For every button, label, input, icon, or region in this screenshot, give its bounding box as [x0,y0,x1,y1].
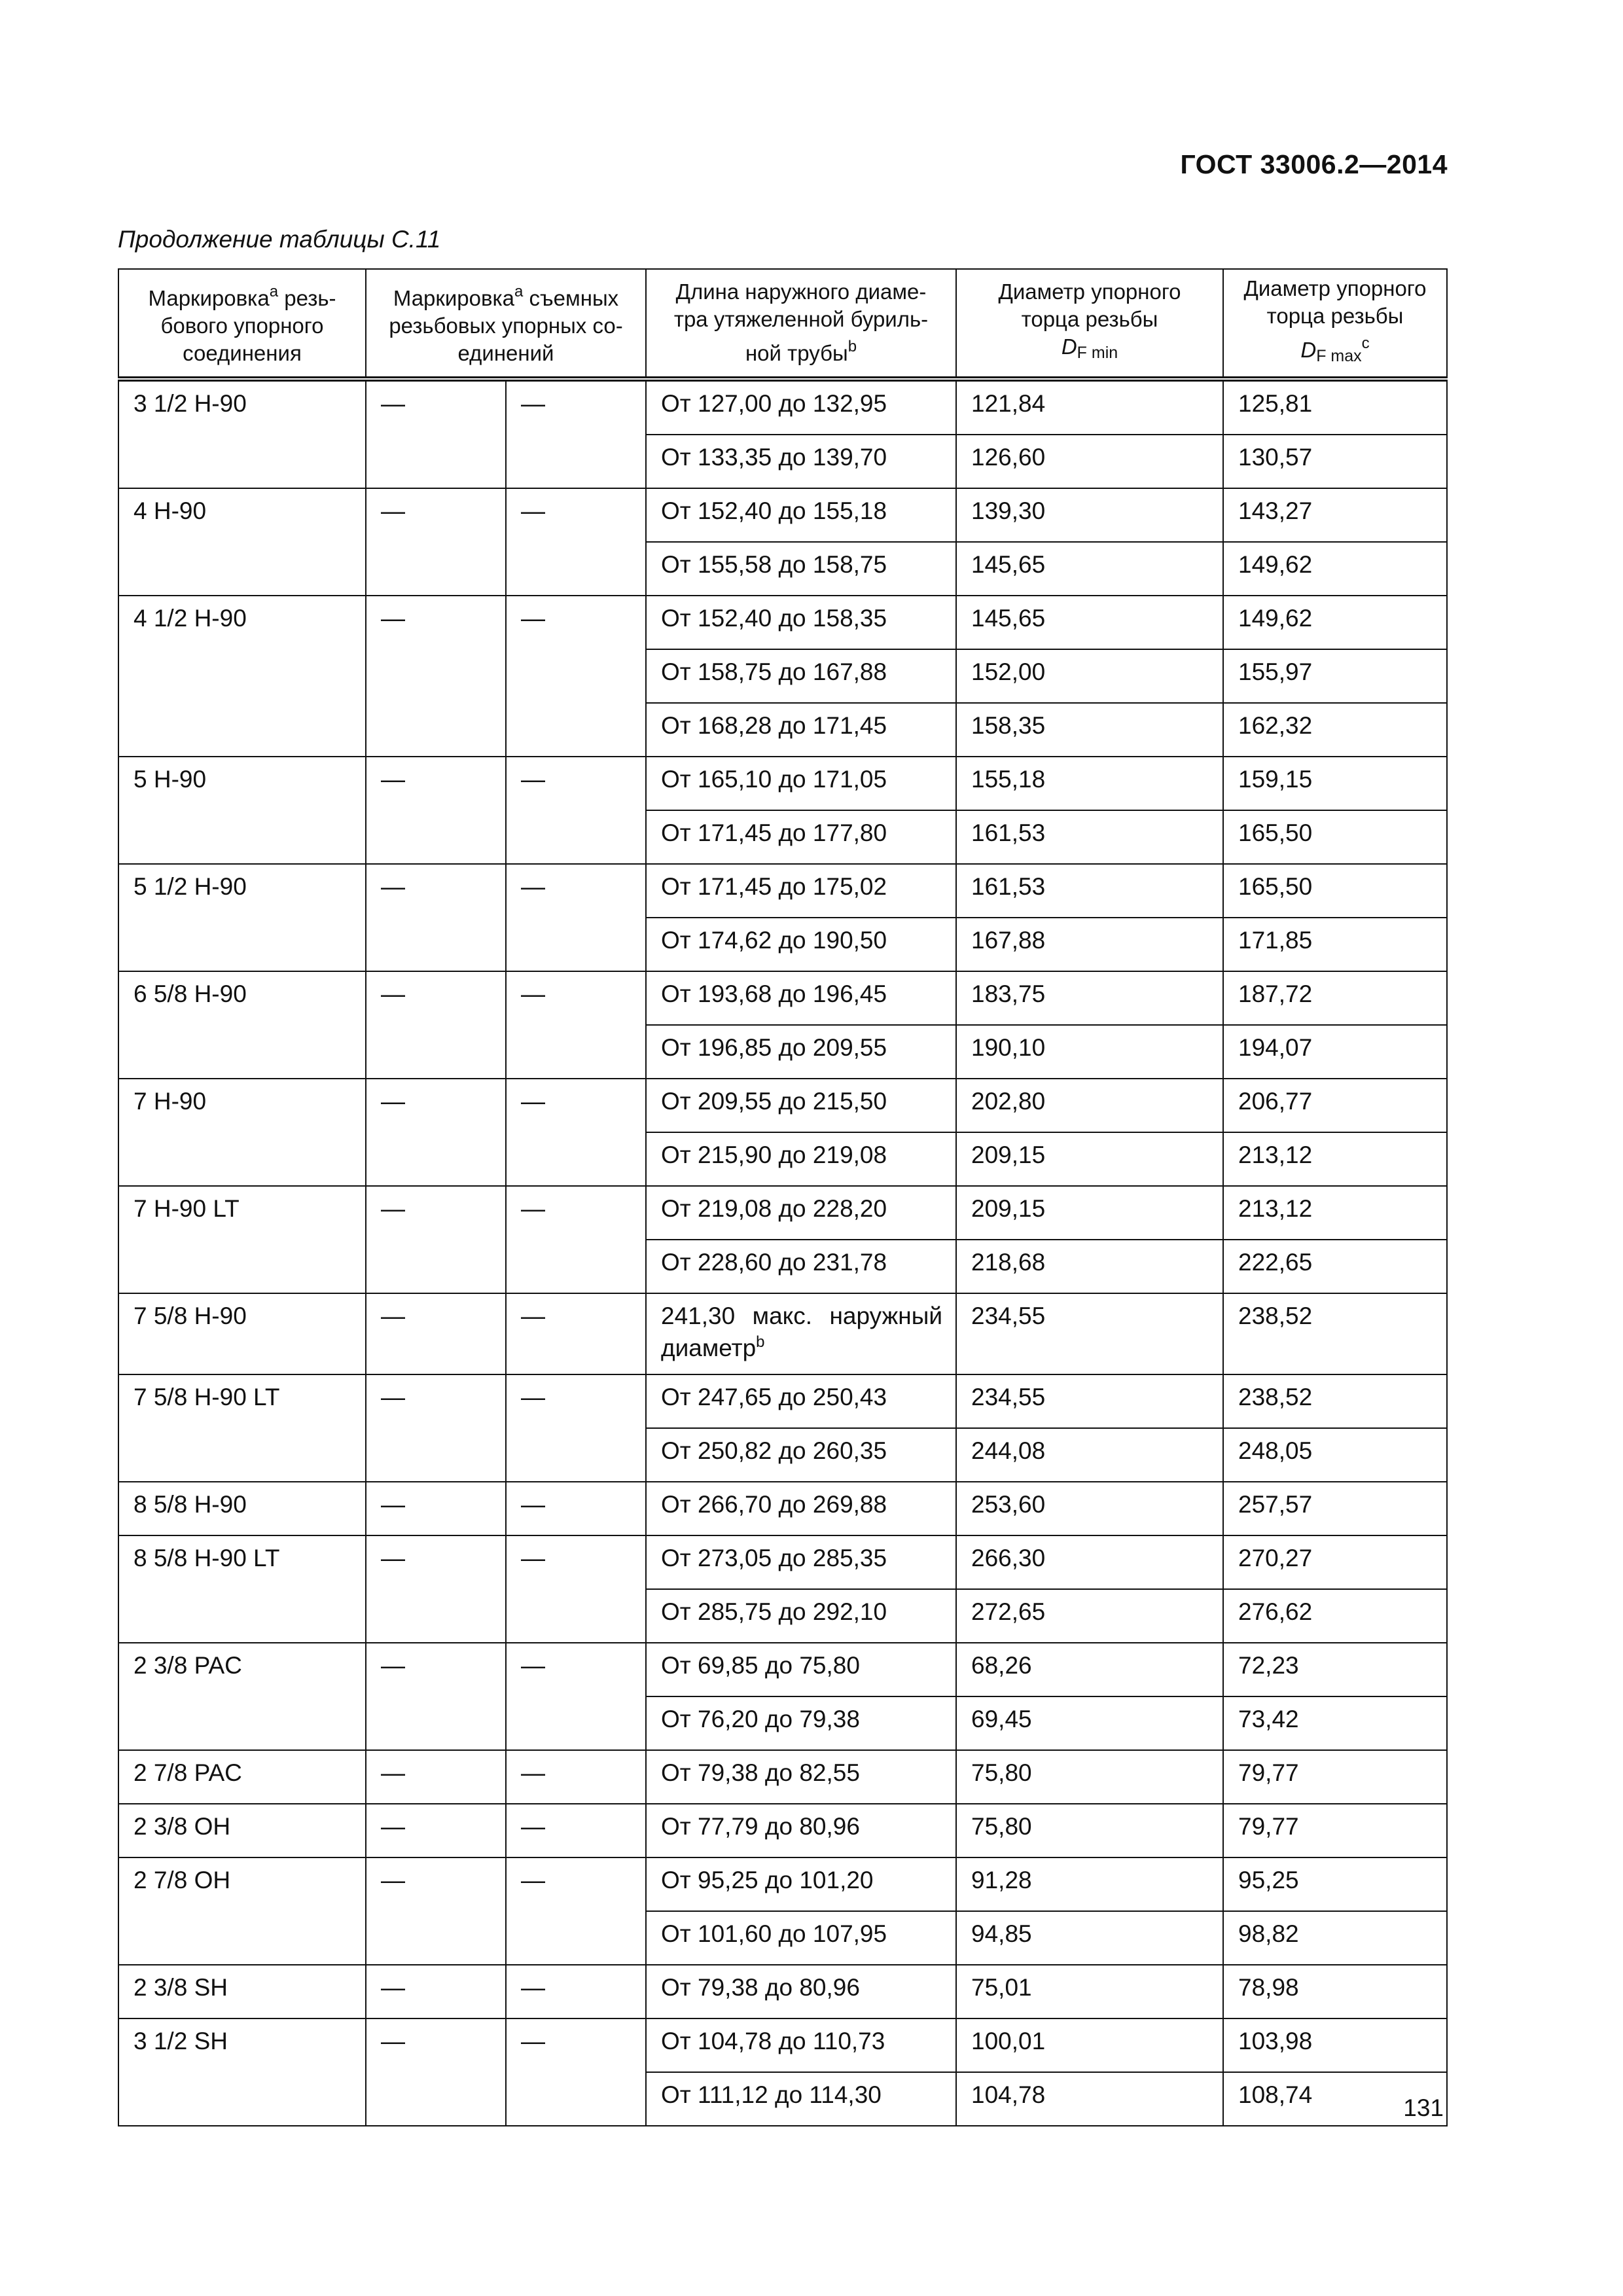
cell-df-max: 222,65 [1223,1240,1447,1293]
cell-removable-mark-1: — [366,864,506,971]
cell-removable-mark-2: — [506,864,646,971]
cell-df-min: 167,88 [956,918,1223,971]
col-header-length: Длина наружного диаме- тра утяжеленной буриль- ной трубы$^b$ [646,269,956,379]
cell-thread-mark: 7 H-90 [118,1079,366,1186]
cell-length: От 133,35 до 139,70 [646,435,956,488]
cell-df-min: 158,35 [956,703,1223,757]
cell-df-min: 266,30 [956,1535,1223,1589]
cell-df-max: 79,77 [1223,1750,1447,1804]
cell-df-min: 75,01 [956,1965,1223,2018]
cell-length: От 196,85 до 209,55 [646,1025,956,1079]
cell-df-min: 161,53 [956,810,1223,864]
cell-df-max: 162,32 [1223,703,1447,757]
cell-df-min: 155,18 [956,757,1223,810]
table-row [118,1186,1447,1240]
cell-df-max: 143,27 [1223,488,1447,542]
cell-length: От 104,78 до 110,73 [646,2018,956,2072]
cell-df-max: 78,98 [1223,1965,1447,2018]
cell-length: От 285,75 до 292,10 [646,1589,956,1643]
cell-length: От 77,79 до 80,96 [646,1804,956,1857]
cell-length: От 101,60 до 107,95 [646,1911,956,1965]
cell-df-max: 155,97 [1223,649,1447,703]
cell-thread-mark: 4 1/2 H-90 [118,596,366,757]
cell-removable-mark-2: — [506,1965,646,2018]
table-caption: Продолжение таблицы С.11 [118,226,441,253]
cell-df-max: 187,72 [1223,971,1447,1025]
cell-df-min: 209,15 [956,1186,1223,1240]
page-number: 131 [1403,2094,1444,2121]
cell-df-max: 213,12 [1223,1186,1447,1240]
cell-removable-mark-2: — [506,1482,646,1535]
table-row [118,1079,1447,1132]
cell-thread-mark: 4 H-90 [118,488,366,596]
cell-removable-mark-1: — [366,1482,506,1535]
cell-removable-mark-1: — [366,1750,506,1804]
cell-length: От 152,40 до 158,35 [646,596,956,649]
cell-df-max: 108,74 [1223,2072,1447,2126]
cell-df-min: 100,01 [956,2018,1223,2072]
cell-length: От 79,38 до 82,55 [646,1750,956,1804]
table-row [118,596,1447,649]
cell-thread-mark: 5 H-90 [118,757,366,864]
cell-thread-mark: 3 1/2 SH [118,2018,366,2126]
cell-df-max: 79,77 [1223,1804,1447,1857]
table-row [118,1857,1447,1911]
col-header-df-min: Диаметр упорного торца резьбы $D_F$ $_{min}$ [956,269,1223,379]
cell-length: От 127,00 до 132,95 [646,379,956,435]
cell-thread-mark: 2 3/8 PAC [118,1643,366,1750]
cell-length: От 76,20 до 79,38 [646,1696,956,1750]
cell-removable-mark-1: — [366,488,506,596]
cell-length: От 168,28 до 171,45 [646,703,956,757]
cell-df-min: 244,08 [956,1428,1223,1482]
cell-removable-mark-1: — [366,1965,506,2018]
col-header-thread-mark: Маркировка$^a$ резь- бового упорного соединения [118,269,366,379]
cell-length: От 174,62 до 190,50 [646,918,956,971]
cell-df-max: 149,62 [1223,542,1447,596]
cell-df-min: 145,65 [956,596,1223,649]
cell-length: От 209,55 до 215,50 [646,1079,956,1132]
cell-df-min: 209,15 [956,1132,1223,1186]
cell-thread-mark: 7 5/8 H-90 [118,1293,366,1374]
cell-df-max: 103,98 [1223,2018,1447,2072]
cell-length: От 152,40 до 155,18 [646,488,956,542]
cell-df-max: 149,62 [1223,596,1447,649]
table-row [118,757,1447,810]
cell-removable-mark-2: — [506,757,646,864]
cell-removable-mark-2: — [506,1293,646,1374]
cell-length: От 228,60 до 231,78 [646,1240,956,1293]
cell-df-max: 238,52 [1223,1293,1447,1374]
cell-df-min: 104,78 [956,2072,1223,2126]
cell-df-max: 171,85 [1223,918,1447,971]
cell-thread-mark: 2 3/8 SH [118,1965,366,2018]
table-row [118,1482,1447,1535]
cell-df-min: 218,68 [956,1240,1223,1293]
cell-removable-mark-2: — [506,1374,646,1482]
table-row [118,971,1447,1025]
cell-removable-mark-1: — [366,1857,506,1965]
cell-length: От 165,10 до 171,05 [646,757,956,810]
cell-df-min: 161,53 [956,864,1223,918]
cell-df-min: 234,55 [956,1374,1223,1428]
cell-length: От 273,05 до 285,35 [646,1535,956,1589]
cell-thread-mark: 2 7/8 PAC [118,1750,366,1804]
cell-thread-mark: 3 1/2 H-90 [118,379,366,488]
cell-df-max: 73,42 [1223,1696,1447,1750]
cell-thread-mark: 7 5/8 H-90 LT [118,1374,366,1482]
cell-removable-mark-2: — [506,1750,646,1804]
cell-length: От 171,45 до 175,02 [646,864,956,918]
cell-removable-mark-2: — [506,488,646,596]
cell-df-min: 75,80 [956,1750,1223,1804]
cell-removable-mark-1: — [366,1293,506,1374]
document-code: ГОСТ 33006.2—2014 [1180,149,1448,179]
cell-df-min: 121,84 [956,379,1223,435]
cell-length: От 155,58 до 158,75 [646,542,956,596]
table-row [118,1965,1447,2018]
cell-removable-mark-1: — [366,1535,506,1643]
cell-length: От 219,08 до 228,20 [646,1186,956,1240]
cell-df-max: 213,12 [1223,1132,1447,1186]
cell-removable-mark-1: — [366,1374,506,1482]
cell-df-max: 206,77 [1223,1079,1447,1132]
cell-df-min: 183,75 [956,971,1223,1025]
cell-removable-mark-2: — [506,1079,646,1186]
cell-df-max: 248,05 [1223,1428,1447,1482]
cell-df-min: 75,80 [956,1804,1223,1857]
table-row [118,1374,1447,1428]
cell-removable-mark-1: — [366,757,506,864]
cell-df-max: 238,52 [1223,1374,1447,1428]
cell-length-text: 241,30 макс. наружный диаметр [661,1302,943,1361]
cell-df-min: 145,65 [956,542,1223,596]
cell-thread-mark: 8 5/8 H-90 [118,1482,366,1535]
cell-removable-mark-2: — [506,1643,646,1750]
cell-df-max: 194,07 [1223,1025,1447,1079]
cell-df-max: 257,57 [1223,1482,1447,1535]
cell-df-min: 190,10 [956,1025,1223,1079]
cell-removable-mark-1: — [366,1079,506,1186]
col-header-df-max: Диаметр упорного торца резьбы $D_F$ $_{max}^c$ [1223,269,1447,379]
cell-df-min: 152,00 [956,649,1223,703]
cell-df-min: 126,60 [956,435,1223,488]
table-header-row [118,269,1447,379]
cell-removable-mark-2: — [506,1186,646,1293]
cell-thread-mark: 2 3/8 OH [118,1804,366,1857]
cell-thread-mark: 5 1/2 H-90 [118,864,366,971]
table-row [118,488,1447,542]
cell-removable-mark-1: — [366,1804,506,1857]
cell-length [646,1293,956,1374]
cell-removable-mark-2: — [506,1857,646,1965]
cell-df-max: 159,15 [1223,757,1447,810]
cell-df-min: 91,28 [956,1857,1223,1911]
cell-df-min: 69,45 [956,1696,1223,1750]
cell-thread-mark: 7 H-90 LT [118,1186,366,1293]
cell-length: От 158,75 до 167,88 [646,649,956,703]
cell-removable-mark-2: — [506,596,646,757]
cell-df-max: 98,82 [1223,1911,1447,1965]
table-row [118,2018,1447,2072]
cell-length: От 171,45 до 177,80 [646,810,956,864]
cell-length: От 193,68 до 196,45 [646,971,956,1025]
cell-removable-mark-1: — [366,1186,506,1293]
cell-removable-mark-2: — [506,971,646,1079]
cell-removable-mark-2: — [506,379,646,488]
cell-thread-mark: 8 5/8 H-90 LT [118,1535,366,1643]
cell-removable-mark-2: — [506,1804,646,1857]
cell-df-min: 253,60 [956,1482,1223,1535]
table-row [118,1535,1447,1589]
table-row [118,1804,1447,1857]
cell-removable-mark-1: — [366,971,506,1079]
col-header-removable-mark: Маркировка$^a$ съемных резьбовых упорных со- единений [366,269,646,379]
cell-df-max: 165,50 [1223,810,1447,864]
spec-table [118,268,1448,2126]
table-row [118,1293,1447,1374]
cell-thread-mark: 2 7/8 OH [118,1857,366,1965]
cell-length: От 266,70 до 269,88 [646,1482,956,1535]
cell-df-min: 68,26 [956,1643,1223,1696]
cell-df-max: 276,62 [1223,1589,1447,1643]
cell-df-max: 95,25 [1223,1857,1447,1911]
cell-df-min: 139,30 [956,488,1223,542]
cell-df-max: 72,23 [1223,1643,1447,1696]
cell-length: От 247,65 до 250,43 [646,1374,956,1428]
cell-removable-mark-1: — [366,596,506,757]
table-row [118,1643,1447,1696]
cell-thread-mark: 6 5/8 H-90 [118,971,366,1079]
cell-df-max: 130,57 [1223,435,1447,488]
cell-length: От 69,85 до 75,80 [646,1643,956,1696]
cell-length: От 95,25 до 101,20 [646,1857,956,1911]
cell-removable-mark-1: — [366,2018,506,2126]
cell-length: От 111,12 до 114,30 [646,2072,956,2126]
cell-removable-mark-2: — [506,2018,646,2126]
cell-df-max: 270,27 [1223,1535,1447,1589]
table-row [118,379,1447,435]
cell-df-min: 272,65 [956,1589,1223,1643]
cell-df-min: 234,55 [956,1293,1223,1374]
table-body [118,379,1447,2126]
cell-df-min: 202,80 [956,1079,1223,1132]
cell-removable-mark-1: — [366,1643,506,1750]
cell-df-max: 125,81 [1223,379,1447,435]
table-row [118,864,1447,918]
cell-removable-mark-2: — [506,1535,646,1643]
cell-df-min: 94,85 [956,1911,1223,1965]
footnote-mark: b [756,1333,765,1351]
table-row [118,1750,1447,1804]
cell-length: От 79,38 до 80,96 [646,1965,956,2018]
cell-length: От 215,90 до 219,08 [646,1132,956,1186]
cell-length: От 250,82 до 260,35 [646,1428,956,1482]
cell-removable-mark-1: — [366,379,506,488]
cell-df-max: 165,50 [1223,864,1447,918]
